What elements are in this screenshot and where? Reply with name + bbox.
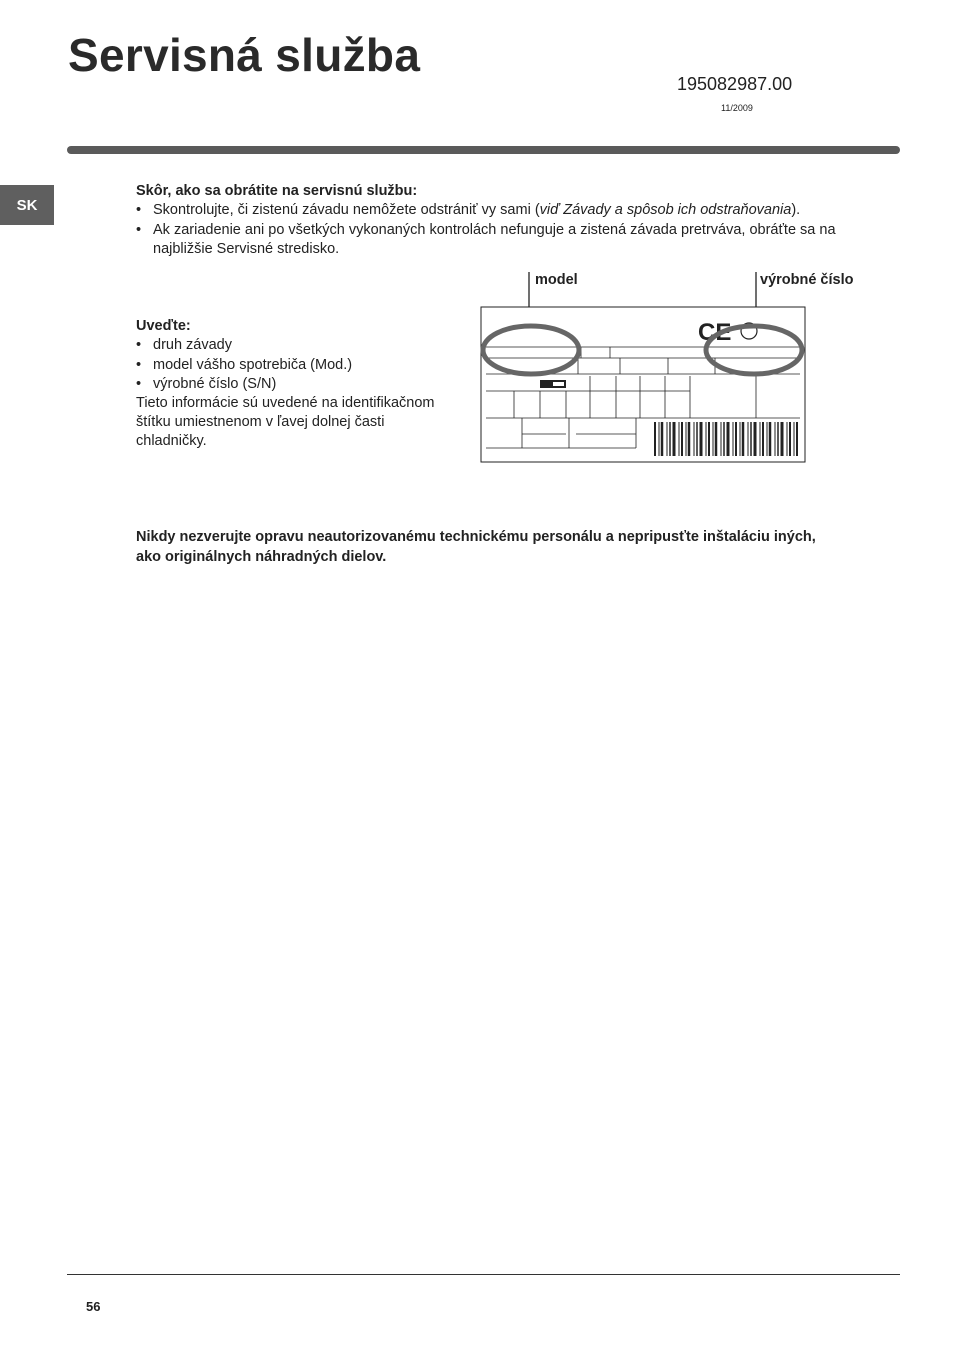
language-tab: SK (0, 185, 54, 225)
page-number: 56 (86, 1299, 101, 1314)
bullet-marker: • (136, 222, 142, 238)
bullet-1-end: ). (791, 202, 801, 218)
bullet-marker: • (136, 202, 142, 218)
specify-item: model vášho spotrebiča (Mod.) (153, 357, 353, 373)
specify-note-line: štítku umiestnenom v ľavej dolnej časti (136, 414, 385, 430)
warning-line-2: ako originálnych náhradných dielov. (136, 549, 387, 565)
diagram-label-model: model (535, 272, 578, 288)
before-service-bullet-2-line-2: najbližšie Servisné stredisko. (153, 241, 340, 257)
bullet-marker: • (136, 357, 142, 373)
bullet-1-text: Skontrolujte, či zistenú závadu nemôžete odstrániť vy sami ( (153, 202, 540, 218)
rating-plate-diagram (470, 270, 815, 470)
specify-item: druh závady (153, 337, 232, 353)
bullet-marker: • (136, 376, 142, 392)
document-date: 11/2009 (721, 103, 753, 113)
page-title: Servisná služba (68, 29, 421, 81)
diagram-label-serial: výrobné číslo (760, 272, 854, 288)
specify-note-line: chladničky. (136, 433, 207, 449)
bullet-1-reference: viď Závady a spôsob ich odstraňovania (539, 202, 792, 218)
before-service-bullet-1 (153, 201, 800, 221)
bullet-marker: • (136, 337, 142, 353)
footer-rule (67, 1274, 900, 1275)
specify-heading: Uveďte: (136, 318, 191, 334)
specify-item: výrobné číslo (S/N) (153, 376, 277, 392)
header-rule (67, 146, 900, 154)
before-service-bullet-2-line-1: Ak zariadenie ani po všetkých vykonaných kontrolách nefunguje a zistená závada pretrváva, obráťte sa na (153, 222, 836, 238)
document-number: 195082987.00 (677, 74, 793, 94)
warning-line-1: Nikdy nezverujte opravu neautorizovanému technickému personálu a nepripusťte inštaláciu iných, (136, 529, 816, 545)
before-service-heading: Skôr, ako sa obrátite na servisnú službu: (136, 183, 418, 199)
ce-mark: CE (698, 319, 732, 346)
specify-note-line: Tieto informácie sú uvedené na identifikačnom (136, 395, 435, 411)
